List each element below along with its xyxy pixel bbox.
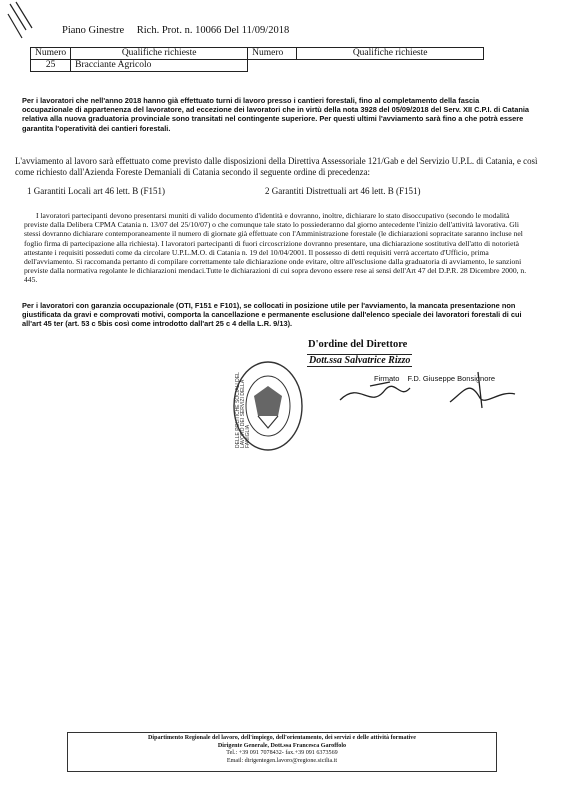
footer-line-2: Dirigente Generale, Dott.ssa Francesca Garoffolo (217, 742, 347, 749)
col-qualifiche-left: Qualifiche richieste (71, 48, 248, 60)
notice-second: Per i lavoratori con garanzia occupazionale (OTI, F151 e F101), se collocati in posizione utile per l'avviamento, la mancata presentazione non giustificata da gravi e comprovati motivi, comporta la cancellazione e permanente esclusione dall'elenco speciale dei lavoratori forestali di cui all'art 45 ter (art. 53 c 5bis così come introdotto dall'art 25 c 4 della L.R. 9/13). (22, 301, 522, 329)
footer-line-4: Email: dirigentegen.lavoro@regione.sicilia.it (226, 757, 338, 764)
notice-first: Per i lavoratori che nell'anno 2018 hanno già effettuato turni di lavoro presso i cantieri forestali, fino al completamento della fascia occupazionale di appartenenza del lavoratore, ad eccezione dei lavoratori che in virtù della nota 3928 del 05/09/2018 del Serv. XII C.P.I. di Catania relativa alla nuova graduatoria provinciale sono transitati nel contingente superiore. Per questi ultimi l'avviamento sarà fino a che potrà essere garantita l'operatività dei cantieri forestali. (22, 96, 529, 133)
col-qualifiche-right: Qualifiche richieste (297, 48, 484, 60)
table-header-row (31, 48, 484, 60)
document-header (62, 25, 299, 36)
guarantee-first: 1 Garantiti Locali art 46 lett. B (F151) (27, 186, 165, 196)
intro-paragraph: L'avviamento al lavoro sarà effettuato come previsto dalle disposizioni della Direttiva Assessoriale 121/Gab e del Servizio U.P.L. di Catania, e così come richiesto dall'Azienda Foreste Demaniali di Catania secondo il seguente ordine di precedenza: (15, 156, 538, 177)
empty-cell (297, 60, 484, 72)
signatory-name: Dott.ssa Salvatrice Rizzo (309, 355, 411, 366)
col-numero-right: Numero (248, 48, 297, 60)
signed-label: Firmato (374, 374, 400, 383)
row-qualifica: Bracciante Agricolo (71, 60, 248, 72)
row-numero: 25 (31, 60, 71, 72)
footer-box (67, 732, 497, 772)
header-location: Piano Ginestre (62, 25, 125, 36)
qualifications-table (30, 47, 484, 72)
handwritten-signature (330, 360, 530, 420)
signed-by: F.D. Giuseppe Bonsignore (407, 374, 496, 383)
table-row (31, 60, 484, 72)
body-paragraph: I lavoratori partecipanti devono presentarsi muniti di valido documento d'identità e dovranno, inoltre, dichiarare lo stato disoccupativo (secondo le modalità previste dalla Delibera CPMA Catania n. 13/07 del 25/10/07) o che comunque tale stato lo possiederanno dal giorno antecedente l'inizio dell'attività lavorativa. Gli stessi dovranno dichiarare contemporaneamente il numero di giornate già effettuate con l'Amministrazione forestale (le dichiarazioni sopracitate saranno incluse nel foglio firma di partecipazione alla richiesta). I lavoratori partecipanti di fuori circoscrizione dovranno presentare, una dichiarazione sostitutiva dell'atto di notorietà attestante i requisiti posseduti come da circolare U.P.L.M.O. di Catania n. 19 del 10/04/2001. Il possesso di detti requisiti verrà accertato d'Ufficio, prima dell'avviamento. Si raccomanda pertanto di compilare correttamente tale dichiarazione onde evitare, oltre all'esclusione dalla graduatoria di avviamento, le sanzioni previste dalla normativa regolante le dichiarazioni mendaci.Tutte le dichiarazioni di cui sopra devono essere rese ai sensi dell'Art 47 del D.P.R. 28 Dicembre 2000, n. 445. (24, 211, 527, 285)
stamp-text: DELLE POLITICHE SOCIALI DEL LAVORO DEI SERVIZI DELLA FAMIGLIA (235, 372, 251, 448)
header-protocol: Rich. Prot. n. 10066 Del 11/09/2018 (136, 25, 290, 36)
empty-cell (248, 60, 297, 72)
footer-line-1: Dipartimento Regionale del lavoro, dell'impiego, dell'orientamento, dei servizi e delle attività formative (148, 735, 416, 741)
col-numero-left: Numero (31, 48, 71, 60)
guarantee-second: 2 Garantiti Distrettuali art 46 lett. B (F151) (265, 186, 421, 196)
corner-scribble-mark (6, 0, 36, 40)
order-line: D'ordine del Direttore (308, 339, 408, 350)
footer-line-3: Tel.: +39 091 7078432- fax.+39 091 6373569 (226, 750, 338, 757)
